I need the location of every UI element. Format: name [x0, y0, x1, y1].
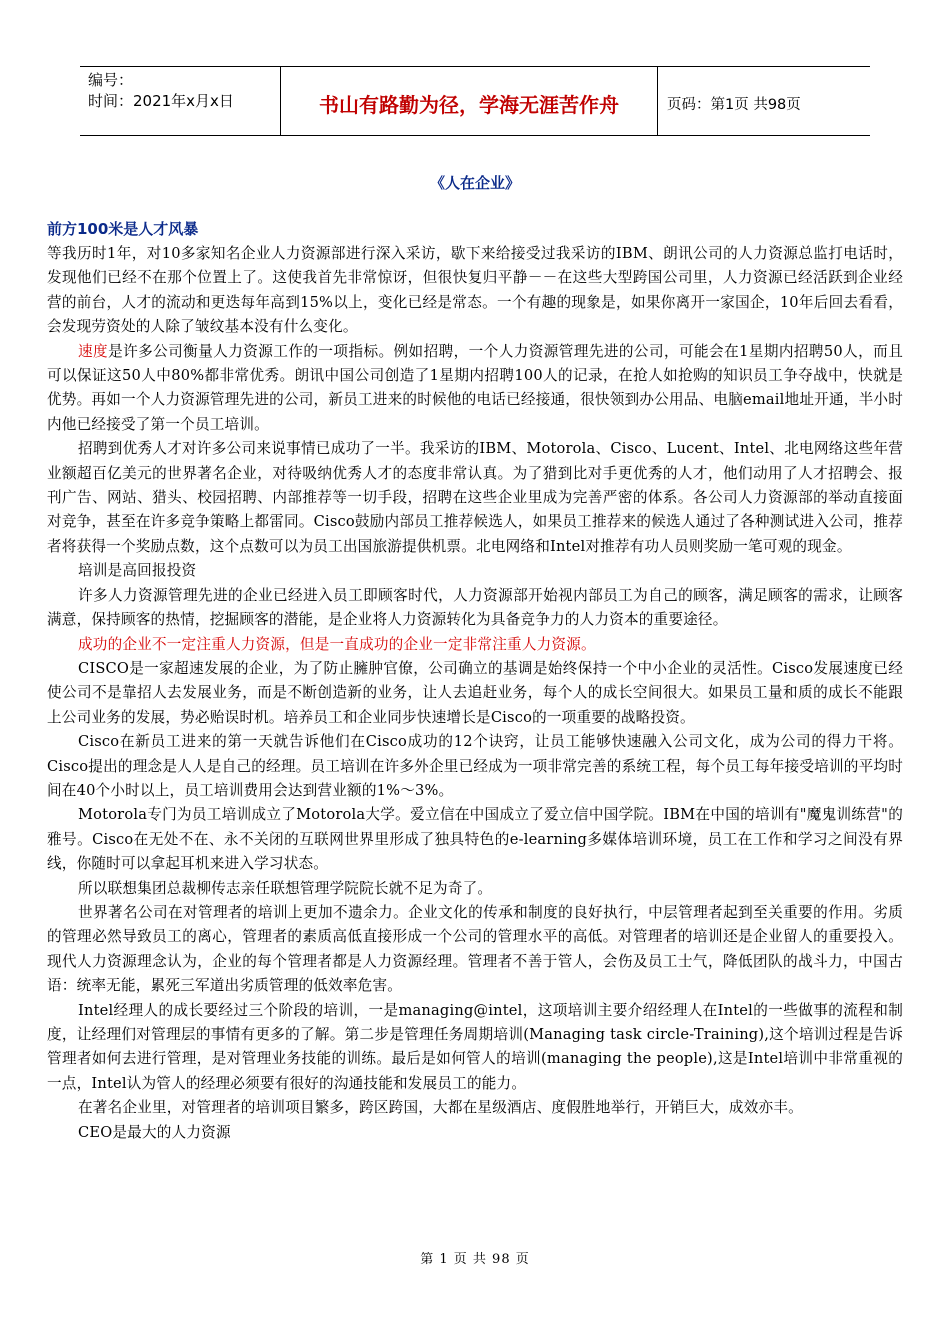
subheading: CEO是最大的人力资源 — [78, 1123, 231, 1141]
paragraph: Motorola专门为员工培训成立了Motorola大学。爱立信在中国成立了爱立信中国学院。IBM在中国的培训有"魔鬼训练营"的雅号。Cisco在无处不在、永不关闭的互联网世界里形成了独具特色的e-learning多媒体培训环境，员工在工作和学习之间没有界线，你随时可以拿起耳机来进入学习状态。 — [47, 806, 903, 873]
document-title: 《人在企业》 — [429, 174, 520, 192]
paragraph: Intel经理人的成长要经过三个阶段的培训，一是managing@intel，这项培训主要介绍经理人在Intel的一些做事的流程和制度，让经理们对管理层的事情有更多的了解。第二步是管理任务周期培训(Managing task circle-Training),这个培训过程是告诉管理者如何去进行管理，是对管理业务技能的训练。最后是如何管人的培训(managing the people),这是Intel培训中非常重视的一点，Intel认为管人的经理必须要有很好的沟通技能和发展员工的能力。 — [47, 1001, 903, 1092]
highlight-term: 速度 — [78, 342, 109, 360]
section-heading: 前方100米是人才风暴 — [47, 220, 199, 238]
paragraph: 速度是许多公司衡量人力资源工作的一项指标。例如招聘，一个人力资源管理先进的公司，可能会在1星期内招聘50人，而且可以保证这50人中80%都非常优秀。朗讯中国公司创造了1星期内招聘100人的记录，在抢人如抢购的知识员工争夺战中，快就是优势。再如一个人力资源管理先进的公司，新员工进来的时候他的电话已经接通，很快领到办公用品、电脑email地址开通，半小时内他已经接受了第一个员工培训。 — [47, 342, 903, 433]
paragraph: 所以联想集团总裁柳传志亲任联想管理学院院长就不足为奇了。 — [78, 879, 493, 897]
page-code: 页码：第1页 共98页 — [667, 97, 801, 113]
motto: 书山有路勤为径，学海无涯苦作舟 — [319, 93, 619, 117]
header-right-cell — [657, 67, 870, 135]
paragraph: 招聘到优秀人才对许多公司来说事情已成功了一半。我采访的IBM、Motorola、Cisco、Lucent、Intel、北电网络这些年营业额超百亿美元的世界著名企业，对待吸纳优秀人才的态度非常认真。为了猎到比对手更优秀的人才，他们动用了人才招聘会、报刊广告、网站、猎头、校园招聘、内部推荐等一切手段，招聘在这些企业里成为完善严密的体系。各公司人力资源部的举动直接面对竞争，甚至在许多竞争策略上都雷同。Cisco鼓励内部员工推荐候选人，如果员工推荐来的候选人通过了各种测试进入公司，推荐者将获得一个奖励点数，这个点数可以为员工出国旅游提供机票。北电网络和Intel对推荐有功人员则奖励一笔可观的现金。 — [47, 440, 903, 555]
page-footer: 第 1 页 共 98 页 — [420, 1252, 530, 1267]
header-table — [80, 66, 870, 136]
subheading: 培训是高回报投资 — [78, 562, 197, 580]
paragraph: 在著名企业里，对管理者的培训项目繁多，跨区跨国，大都在星级酒店、度假胜地举行，开销巨大，成效亦丰。 — [78, 1099, 803, 1117]
paragraph: 世界著名公司在对管理者的培训上更加不遗余力。企业文化的传承和制度的良好执行，中层管理者起到至关重要的作用。劣质的管理必然导致员工的离心，管理者的素质高低直接形成一个公司的管理水平的高低。对管理者的培训还是企业留人的重要投入。现代人力资源理念认为，企业的每个管理者都是人力资源经理。管理者不善于管人，会伤及员工士气，降低团队的战斗力，中国古语：统率无能，累死三军道出劣质管理的低效率危害。 — [47, 903, 903, 995]
header-motto-cell — [280, 67, 658, 135]
number-label: 编号： — [88, 71, 134, 89]
body-text — [47, 242, 903, 1145]
paragraph: 许多人力资源管理先进的企业已经进入员工即顾客时代，人力资源部开始视内部员工为自己的顾客，满足顾客的需求，让顾客满意，保持顾客的热情，挖掘顾客的潜能，是企业将人力资源转化为具备竞争力的人力资本的重要途径。 — [47, 586, 903, 629]
header-left-cell — [80, 67, 280, 135]
paragraph: Cisco在新员工进来的第一天就告诉他们在Cisco成功的12个诀窍，让员工能够快速融入公司文化，成为公司的得力干将。Cisco提出的理念是人人是自己的经理。员工培训在许多外企里已经成为一项非常完善的系统工程，每个员工每年接受培训的平均时间在40个小时以上，员工培训费用会达到营业额的1%～3%。 — [47, 733, 903, 799]
paragraph: CISCO是一家超速发展的企业，为了防止臃肿官僚，公司确立的基调是始终保持一个中小企业的灵活性。Cisco发展速度已经使公司不是靠招人去发展业务，而是不断创造新的业务，让人去追赶业务，每个人的成长空间很大。如果员工量和质的成长不能跟上公司业务的发展，势必贻误时机。培养员工和企业同步快速增长是Cisco的一项重要的战略投资。 — [47, 659, 903, 726]
paragraph: 等我历时1年，对10多家知名企业人力资源部进行深入采访，歇下来给接受过我采访的IBM、朗讯公司的人力资源总监打电话时，发现他们已经不在那个位置上了。这使我首先非常惊讶，但很快复归平静－－在这些大型跨国公司里，人力资源已经活跃到企业经营的前台，人才的流动和更迭每年高到15%以上，变化已经是常态。一个有趣的现象是，如果你离开一家国企，10年后回去看看，会发现劳资处的人除了皱纹基本没有什么变化。 — [47, 245, 903, 336]
time-label: 时间：2021年x月x日 — [88, 92, 234, 110]
highlight-sentence: 成功的企业不一定注重人力资源，但是一直成功的企业一定非常注重人力资源。 — [78, 635, 596, 653]
